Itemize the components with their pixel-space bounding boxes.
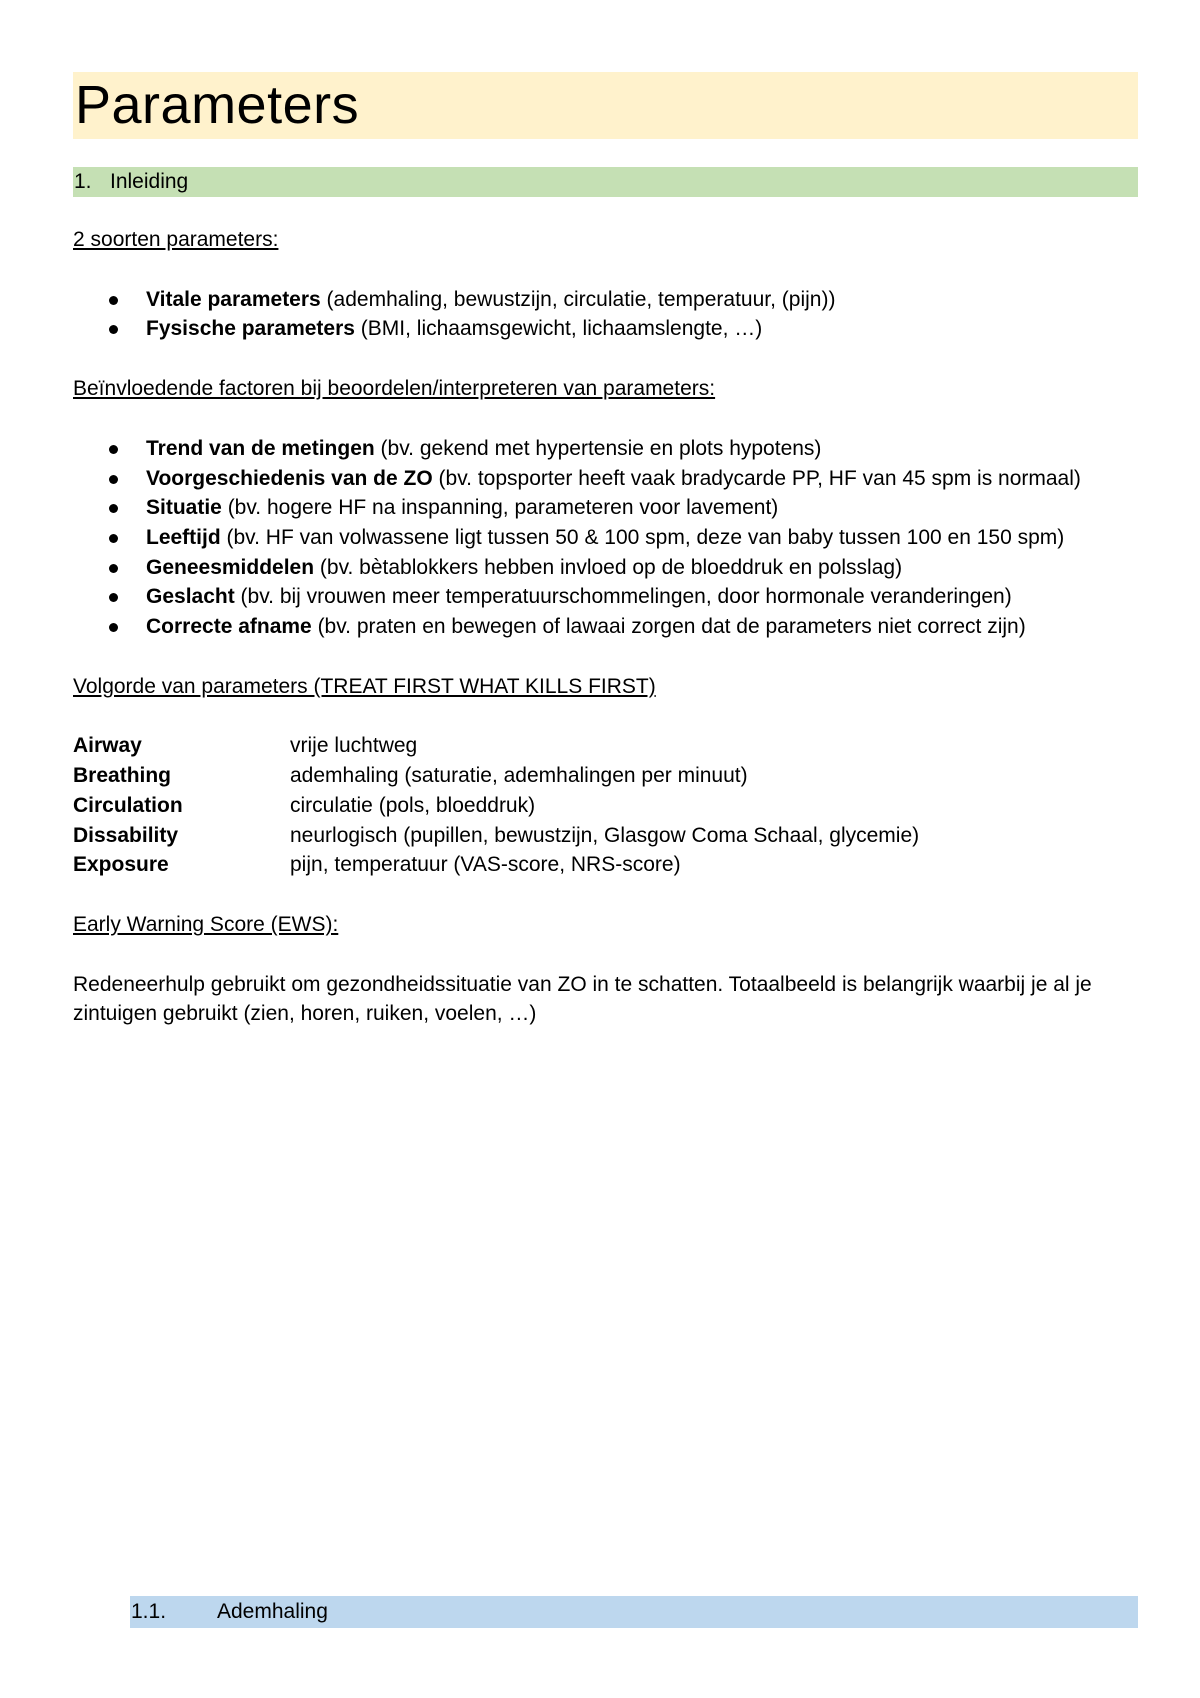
spacer [73, 701, 1138, 731]
item-text: (bv. bij vrouwen meer temperatuurschommelingen, door hormonale veranderingen) [234, 585, 1012, 609]
bullet-icon [109, 475, 118, 484]
bullet-icon [109, 564, 118, 573]
ews-paragraph: Redeneerhulp gebruikt om gezondheidssituatie van ZO in te schatten. Totaalbeeld is belangrijk waarbij je al je zintuigen gebruikt (zien, horen, ruiken, voelen, …) [73, 972, 1092, 1026]
section-heading-inleiding [73, 167, 1138, 197]
item-term: Fysische parameters [146, 317, 355, 341]
item-text: (bv. bètablokkers hebben invloed op de bloeddruk en polsslag) [314, 555, 903, 579]
spacer [73, 255, 1138, 285]
item-term: Correcte afname [146, 615, 312, 639]
factoren-heading: Beïnvloedende factoren bij beoordelen/interpreteren van parameters: [73, 377, 716, 401]
bullet-icon [109, 593, 118, 602]
list-item [73, 553, 1138, 583]
document-page [73, 72, 1138, 1029]
section-number: 1.1. [131, 1600, 167, 1623]
list-item [73, 314, 1138, 344]
list-item [73, 523, 1138, 553]
bullet-icon [109, 534, 118, 543]
bullet-icon [109, 504, 118, 513]
abcde-key: Breathing [73, 764, 172, 788]
spacer [73, 344, 1138, 374]
abcde-row [73, 731, 1138, 761]
section-title: Ademhaling [217, 1600, 328, 1623]
item-text: (BMI, lichaamsgewicht, lichaamslengte, …) [354, 317, 763, 341]
item-term: Situatie [146, 496, 222, 520]
abcde-key: Dissability [73, 823, 179, 847]
item-text: (bv. HF van volwassene ligt tussen 50 & 100 spm, deze van baby tussen 100 en 150 spm) [220, 525, 1065, 549]
bullet-icon [109, 325, 118, 334]
section-heading-ademhaling [130, 1596, 1138, 1628]
abcde-table [73, 731, 1138, 880]
section-number: 1. [74, 170, 92, 193]
item-term: Leeftijd [146, 525, 221, 549]
list-item [73, 493, 1138, 523]
soorten-heading: 2 soorten parameters: [73, 228, 279, 251]
abcde-value: vrije luchtweg [290, 734, 418, 758]
list-item [73, 434, 1138, 464]
spacer [73, 197, 1138, 225]
item-text: (bv. praten en bewegen of lawaai zorgen dat de parameters niet correct zijn) [311, 615, 1026, 639]
bullet-icon [109, 445, 118, 454]
item-text: (bv. topsporter heeft vaak bradycarde PP, HF van 45 spm is normaal) [432, 466, 1081, 490]
spacer [73, 404, 1138, 434]
spacer [73, 642, 1138, 672]
abcde-row [73, 761, 1138, 791]
bullet-icon [109, 296, 118, 305]
abcde-key: Circulation [73, 793, 183, 817]
abcde-row [73, 850, 1138, 880]
abcde-key: Exposure [73, 853, 169, 877]
abcde-value: pijn, temperatuur (VAS-score, NRS-score) [290, 853, 681, 877]
document-title-bar [73, 72, 1138, 139]
item-text: (bv. gekend met hypertensie en plots hypotens) [374, 436, 822, 460]
document-title: Parameters [75, 75, 360, 135]
soorten-list [73, 285, 1138, 344]
list-item [73, 582, 1138, 612]
item-text: (ademhaling, bewustzijn, circulatie, temperatuur, (pijn)) [320, 287, 836, 311]
spacer [73, 880, 1138, 910]
abcde-row [73, 791, 1138, 821]
item-term: Vitale parameters [146, 287, 321, 311]
section-title: Inleiding [110, 170, 189, 193]
item-text: (bv. hogere HF na inspanning, parameteren voor lavement) [221, 496, 779, 520]
spacer [73, 940, 1138, 970]
item-term: Geneesmiddelen [146, 555, 315, 579]
list-item [73, 464, 1138, 494]
abcde-value: neurlogisch (pupillen, bewustzijn, Glasgow Coma Schaal, glycemie) [290, 823, 920, 847]
item-term: Geslacht [146, 585, 235, 609]
abcde-key: Airway [73, 734, 142, 758]
item-term: Voorgeschiedenis van de ZO [146, 466, 433, 490]
ews-heading: Early Warning Score (EWS): [73, 912, 339, 936]
list-item [73, 612, 1138, 642]
bullet-icon [109, 623, 118, 632]
item-term: Trend van de metingen [146, 436, 375, 460]
factoren-list [73, 434, 1138, 642]
abcde-value: ademhaling (saturatie, ademhalingen per minuut) [290, 764, 748, 788]
list-item [73, 285, 1138, 315]
abcde-row [73, 821, 1138, 851]
abcde-value: circulatie (pols, bloeddruk) [290, 793, 536, 817]
volgorde-heading: Volgorde van parameters (TREAT FIRST WHAT KILLS FIRST) [73, 674, 656, 698]
